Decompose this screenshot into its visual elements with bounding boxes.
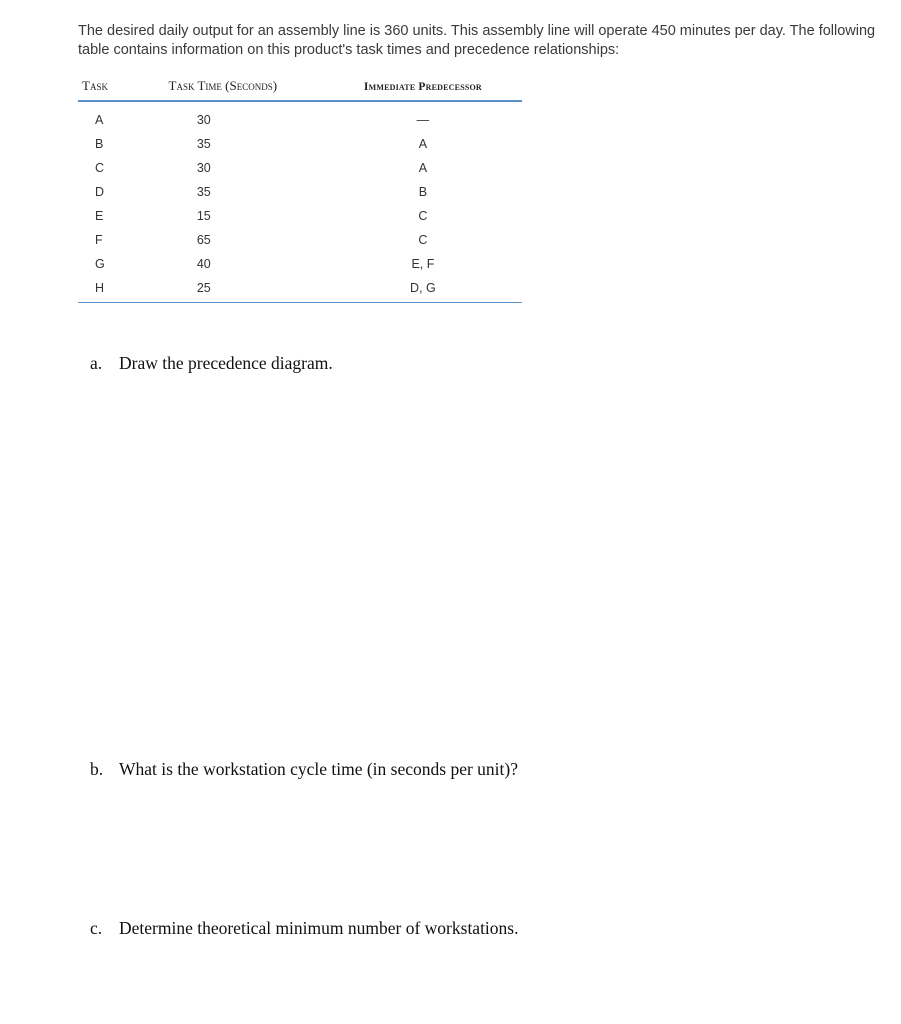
predecessor-cell: — [416,113,430,127]
table-row [78,252,522,276]
predecessor-cell: C [418,233,428,247]
table-row [78,228,522,252]
predecessor-cell: A [418,161,428,175]
question-letter: c. [90,918,103,938]
table-row [78,180,522,204]
header-task-time: Task Time (Seconds) [122,76,324,101]
predecessor-cell: B [418,185,428,199]
task-cell: C [95,161,105,175]
question-text: Draw the precedence diagram. [119,353,333,373]
predecessor-cell: E, F [411,257,435,271]
question-text: Determine theoretical minimum number of workstations. [119,918,519,938]
table-row [78,276,522,303]
task-cell: H [78,276,122,303]
question-letter: a. [90,353,103,373]
time-cell: 65 [196,233,211,247]
predecessor-cell: C [418,209,428,223]
time-cell: 25 [122,276,324,303]
question-letter: b. [90,759,104,779]
table-row [78,204,522,228]
header-immediate-predecessor: Immediate Predecessor [324,76,522,101]
question-b [90,759,518,780]
question-text: What is the workstation cycle time (in seconds per unit)? [119,759,518,779]
table-row [78,156,522,180]
question-a [90,353,333,374]
task-table [78,76,522,303]
time-cell: 35 [196,185,211,199]
time-cell: 30 [196,161,211,175]
task-cell: A [95,113,104,127]
task-cell: D [95,185,105,199]
table-header-row [78,76,522,101]
table-row [78,101,522,132]
task-cell: G [95,257,105,271]
time-cell: 35 [196,137,211,151]
time-cell: 40 [196,257,211,271]
time-cell: 15 [196,209,211,223]
table-row [78,132,522,156]
predecessor-cell: A [418,137,428,151]
problem-intro: The desired daily output for an assembly line is 360 units. This assembly line will operate 450 minutes per day. The following table contains information on this product's task times and precedence relationships: [78,23,876,58]
task-cell: F [95,233,103,247]
time-cell: 30 [196,113,211,127]
task-cell: E [95,209,104,223]
task-cell: B [95,137,104,151]
question-c [90,918,518,939]
predecessor-cell: D, G [324,276,522,303]
header-task: Task [78,76,122,101]
